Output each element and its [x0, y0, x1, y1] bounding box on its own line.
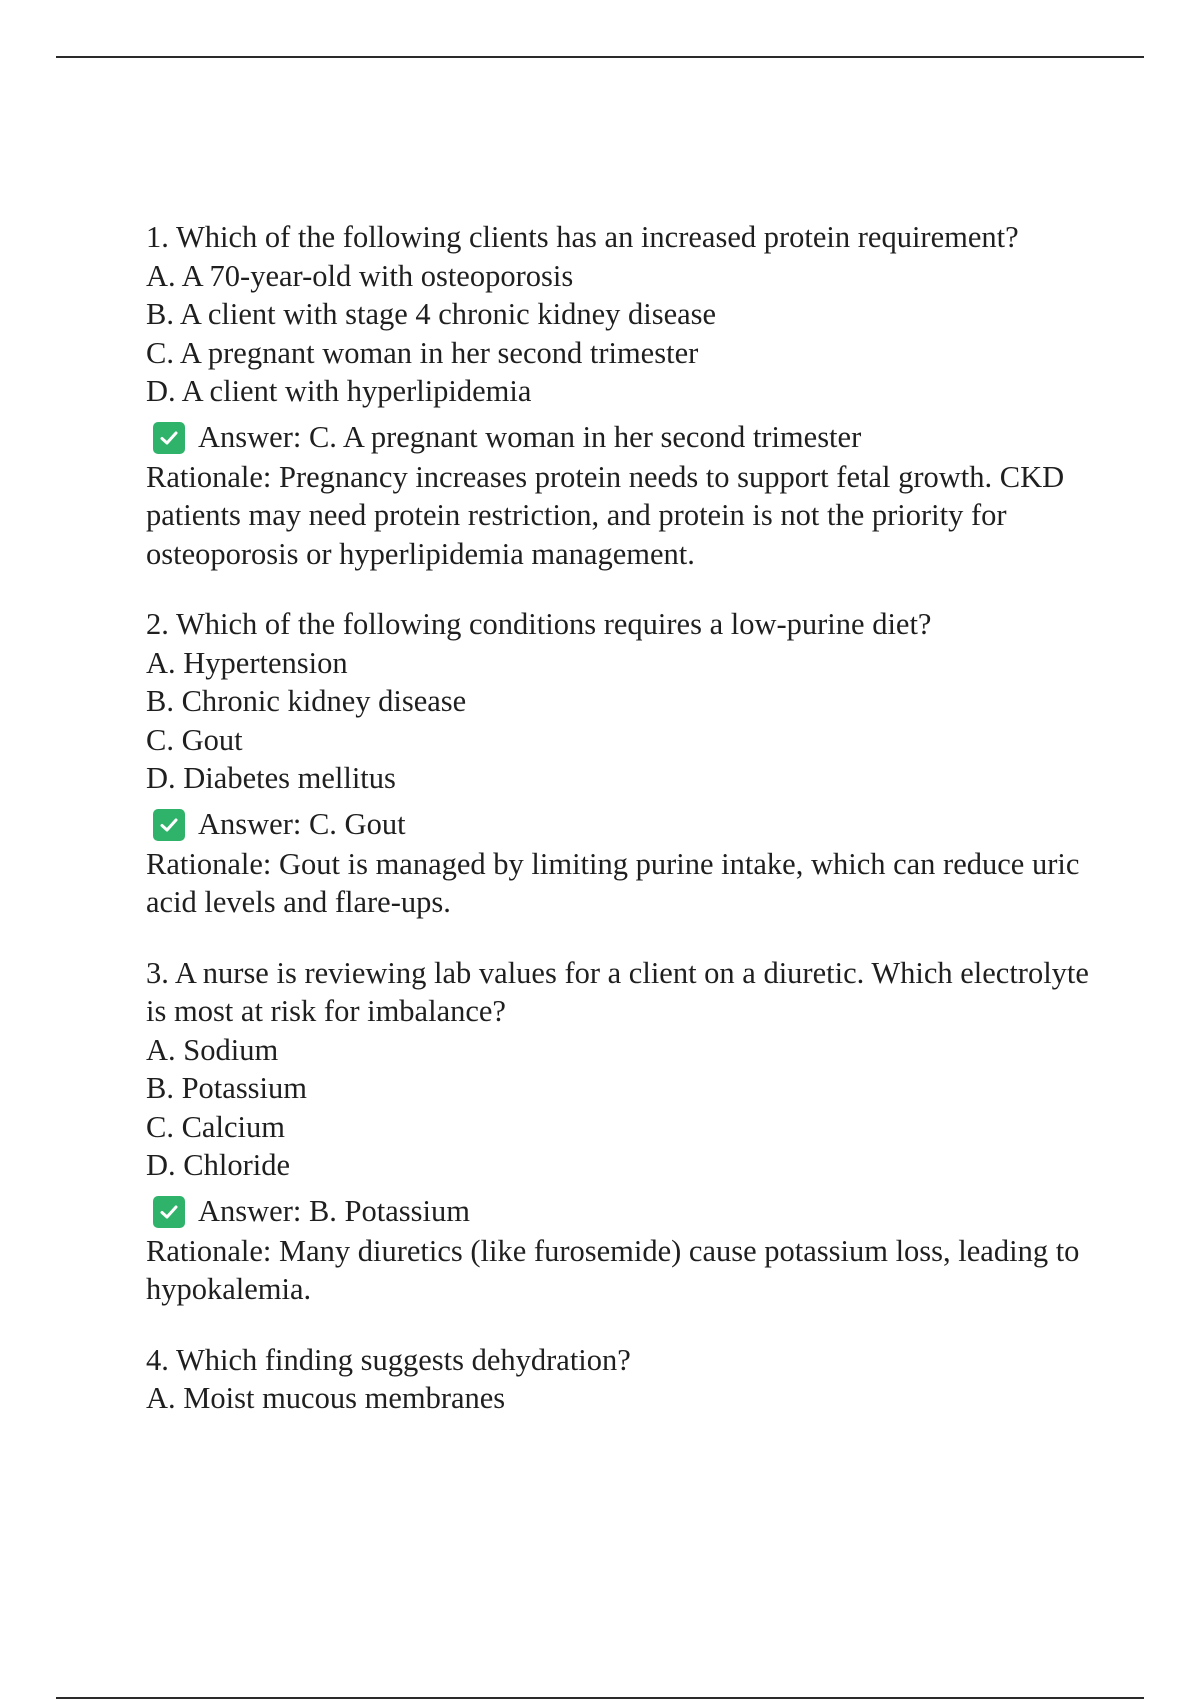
option-a: A. A 70-year-old with osteoporosis: [146, 258, 574, 293]
document-body: [146, 218, 1106, 1450]
check-box-icon: [153, 1196, 185, 1228]
option-b: B. Potassium: [146, 1071, 308, 1105]
header-rule: [56, 56, 1144, 58]
answer-text: Answer: C. Gout: [198, 807, 406, 842]
answer-text: Answer: C. A pregnant woman in her second trimester: [198, 420, 862, 455]
rationale-text: Rationale: Pregnancy increases protein needs to support fetal growth. CKD patients may need protein restriction, and protein is not the priority for osteoporosis or hyperlipidemia management.: [146, 459, 1065, 571]
question-text: 4. Which finding suggests dehydration?: [146, 1342, 631, 1377]
footer-rule: [56, 1697, 1144, 1699]
question-2: [146, 605, 1106, 922]
rationale-text: Rationale: Gout is managed by limiting purine intake, which can reduce uric acid levels and flare-ups.: [146, 846, 1080, 919]
answer-text: Answer: B. Potassium: [198, 1194, 470, 1229]
answer-line: [146, 1192, 1106, 1232]
option-a: A. Moist mucous membranes: [146, 1381, 506, 1415]
option-d: D. Chloride: [146, 1148, 291, 1182]
option-c: C. Gout: [146, 722, 243, 757]
question-text: 1. Which of the following clients has an increased protein requirement?: [146, 220, 1019, 254]
question-text: 3. A nurse is reviewing lab values for a client on a diuretic. Which electrolyte is most at risk for imbalance?: [146, 955, 1089, 1028]
check-box-icon: [153, 422, 185, 454]
option-a: A. Sodium: [146, 1032, 279, 1067]
answer-line: [146, 805, 1106, 845]
option-d: D. Diabetes mellitus: [146, 761, 396, 795]
question-text: 2. Which of the following conditions requires a low-purine diet?: [146, 607, 932, 641]
question-1: [146, 218, 1106, 573]
option-c: C. Calcium: [146, 1109, 285, 1144]
option-b: B. A client with stage 4 chronic kidney disease: [146, 297, 717, 331]
question-3: [146, 954, 1106, 1309]
answer-line: [146, 418, 1106, 458]
option-c: C. A pregnant woman in her second trimester: [146, 335, 699, 370]
option-a: A. Hypertension: [146, 645, 348, 680]
option-b: B. Chronic kidney disease: [146, 684, 467, 718]
rationale-text: Rationale: Many diuretics (like furosemide) cause potassium loss, leading to hypokalemia.: [146, 1233, 1080, 1306]
check-box-icon: [153, 809, 185, 841]
question-4: [146, 1341, 1106, 1418]
option-d: D. A client with hyperlipidemia: [146, 374, 532, 408]
